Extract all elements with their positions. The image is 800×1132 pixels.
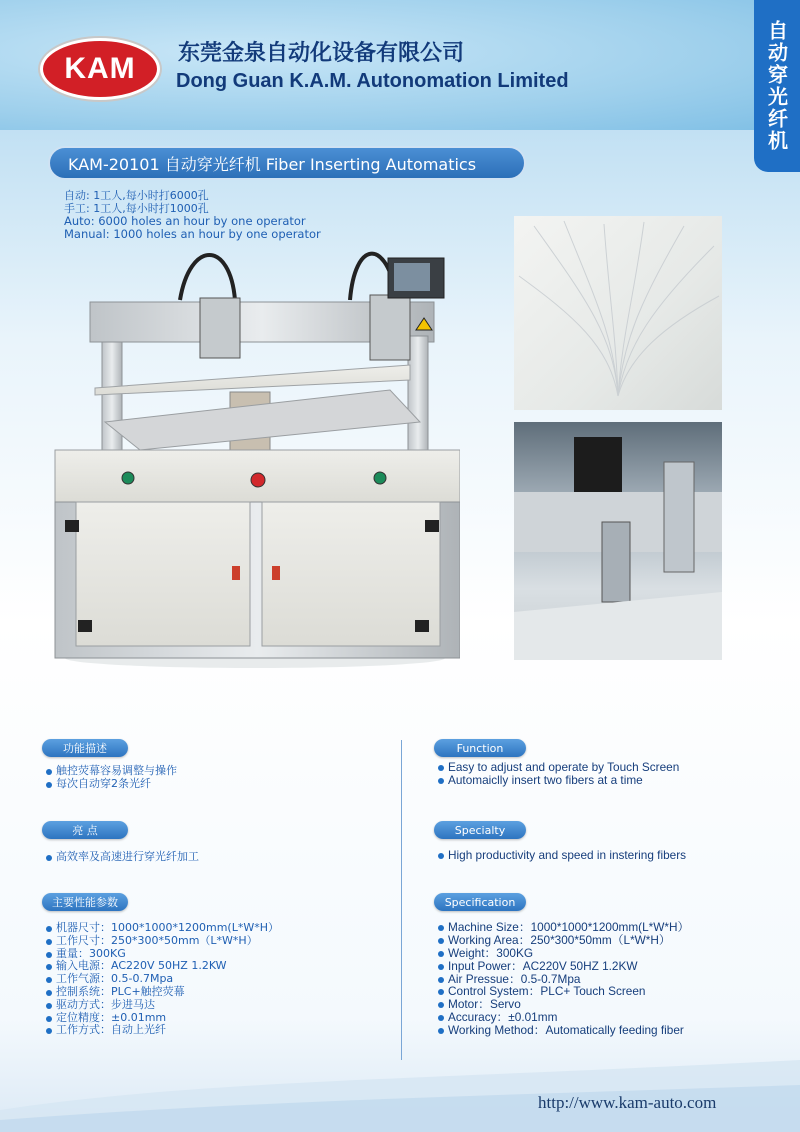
company-name-cn: 东莞金泉自动化设备有限公司 — [178, 41, 465, 66]
list-item: High productivity and speed in instering fibers — [438, 849, 686, 862]
list-item: 高效率及高速进行穿光纤加工 — [46, 851, 199, 864]
fiber-closeup-photo — [514, 216, 722, 410]
list-item: Working Method：Automatically feeding fiber — [438, 1024, 689, 1037]
machine-detail-photo — [514, 422, 722, 660]
specialty-list-en — [438, 849, 686, 862]
section-label-specialty-en: Specialty — [434, 821, 526, 839]
list-item: Control System：PLC+ Touch Screen — [438, 985, 689, 998]
list-item: 输入电源：AC220V 50HZ 1.2KW — [46, 960, 279, 973]
section-label-specialty-cn: 亮 点 — [42, 821, 128, 839]
section-label-function-en: Function — [434, 739, 526, 757]
list-item: 每次自动穿2条光纤 — [46, 778, 177, 791]
specialty-list-cn — [46, 851, 199, 864]
list-item: 触控荧幕容易调整与操作 — [46, 765, 177, 778]
company-name-en: Dong Guan K.A.M. Autonomation Limited — [176, 70, 569, 92]
machine-photo — [50, 240, 460, 670]
intro-auto-cn: 自动: 1工人,每小时打6000孔 — [64, 189, 209, 202]
intro-manual-en: Manual: 1000 holes an hour by one operator — [64, 226, 321, 241]
section-label-function-cn: 功能描述 — [42, 739, 128, 757]
list-item: 工作方式：自动上光纤 — [46, 1024, 279, 1037]
intro-block — [64, 190, 321, 240]
product-title: KAM-20101 自动穿光纤机 Fiber Inserting Automatics — [48, 146, 526, 180]
list-item: Accuracy：±0.01mm — [438, 1011, 689, 1024]
list-item: 控制系统：PLC+触控荧幕 — [46, 986, 279, 999]
list-item: 工作尺寸：250*300*50mm（L*W*H） — [46, 935, 279, 948]
section-label-spec-cn: 主要性能参数 — [42, 893, 128, 911]
list-item: 重量：300KG — [46, 948, 279, 961]
list-item: Automaiclly insert two fibers at a time — [438, 774, 679, 787]
kam-logo — [40, 38, 160, 100]
spec-list-en — [438, 921, 689, 1037]
list-item: Weight：300KG — [438, 947, 689, 960]
list-item: Motor：Servo — [438, 998, 689, 1011]
function-list-cn — [46, 765, 177, 791]
list-item: 工作气源：0.5-0.7Mpa — [46, 973, 279, 986]
spec-list-cn — [46, 922, 279, 1037]
list-item: 机器尺寸：1000*1000*1200mm(L*W*H） — [46, 922, 279, 935]
logo-text: KAM — [64, 52, 136, 85]
function-list-en — [438, 761, 679, 787]
list-item: Input Power：AC220V 50HZ 1.2KW — [438, 960, 689, 973]
list-item: Easy to adjust and operate by Touch Screen — [438, 761, 679, 774]
column-divider — [401, 740, 402, 1060]
website-link[interactable]: http://www.kam-auto.com — [538, 1093, 717, 1112]
list-item: Machine Size：1000*1000*1200mm(L*W*H） — [438, 921, 689, 934]
intro-manual-cn: 手工: 1工人,每小时打1000孔 — [64, 201, 209, 215]
list-item: Working Area：250*300*50mm（L*W*H） — [438, 934, 689, 947]
list-item: 驱动方式：步进马达 — [46, 999, 279, 1012]
side-tab-product-name: 自动穿光纤机 — [754, 0, 800, 172]
list-item: 定位精度：±0.01mm — [46, 1012, 279, 1025]
list-item: Air Pressue：0.5-0.7Mpa — [438, 973, 689, 986]
footer-swoosh — [0, 1040, 800, 1132]
intro-auto-en: Auto: 6000 holes an hour by one operator — [64, 214, 306, 228]
section-label-spec-en: Specification — [434, 893, 526, 911]
